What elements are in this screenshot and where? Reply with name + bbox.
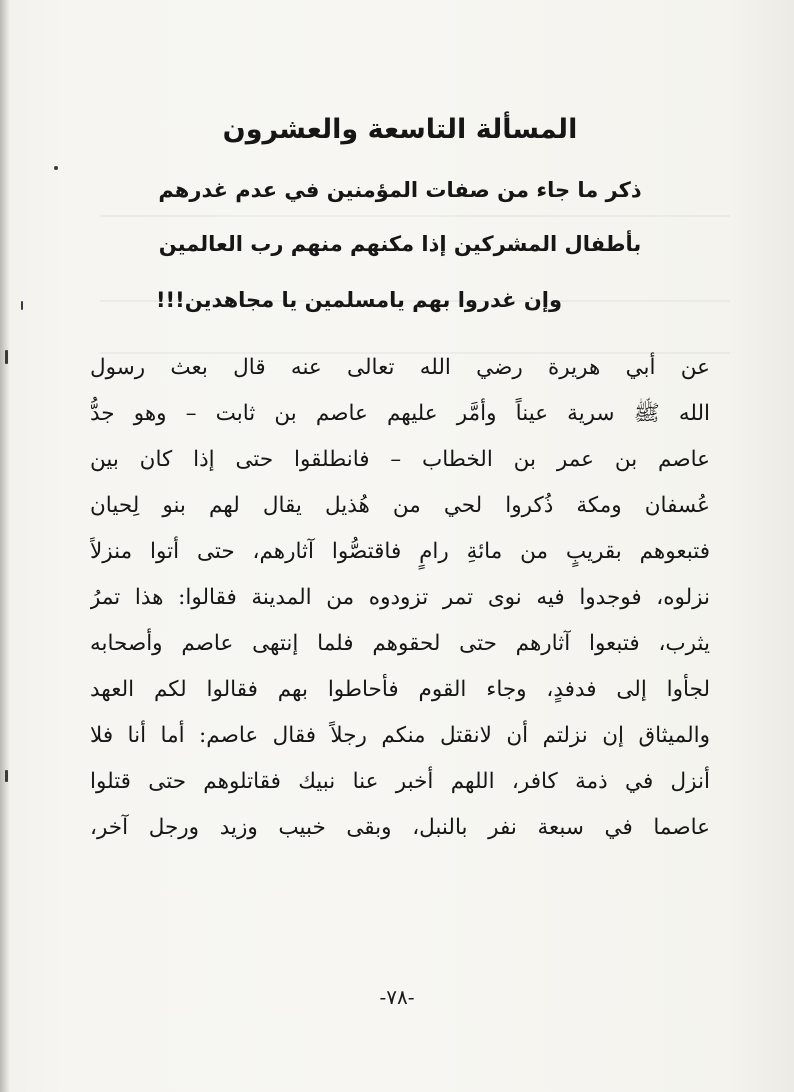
body-line: أنزل في ذمة كافر، اللهم أخبر عنا نبيك فقاتلوهم حتى قتلوا	[90, 769, 710, 794]
subtitle-line: وإن غدروا بهم يامسلمين يا مجاهدين!!!	[155, 288, 562, 312]
body-line: نزلوه، فوجدوا فيه نوى تمر تزودوه من المدينة فقالوا: هذا تمرُ	[90, 585, 710, 610]
body-line: عاصم بن عمر بن الخطاب – فانطلقوا حتى إذا كان بين	[90, 447, 710, 472]
body-line: فتبعوهم بقريبٍ من مائةِ رامٍ فاقتصُّوا آثارهم، حتى أتوا منزلاً	[90, 539, 710, 564]
chapter-title: المسألة التاسعة والعشرون	[222, 114, 578, 145]
body-text	[90, 345, 710, 851]
body-line: عن أبي هريرة رضي الله تعالى عنه قال بعث رسول	[90, 355, 710, 380]
body-line: والميثاق إن نزلتم أن لانقتل منكم رجلاً فقال عاصم: أما أنا فلا	[90, 723, 710, 748]
body-line: يثرب، فتبعوا آثارهم حتى لحقوهم فلما إنتهى عاصم وأصحابه	[90, 631, 710, 656]
scan-speck	[21, 301, 23, 310]
subtitle-line: ذكر ما جاء من صفات المؤمنين في عدم غدرهم	[158, 178, 642, 202]
body-line: الله ﷺ سرية عيناً وأمَّر عليهم عاصم بن ثابت – وهو جدُّ	[90, 401, 710, 426]
body-line: لجأوا إلى فدفدٍ، وجاء القوم فأحاطوا بهم فقالوا لكم العهد	[90, 677, 710, 702]
scan-speck	[5, 770, 8, 782]
scan-speck	[54, 166, 58, 170]
page-content	[90, 105, 710, 851]
page-edge	[0, 0, 10, 1092]
subtitle-line: بأطفال المشركين إذا مكنهم منهم رب العالمين	[158, 232, 642, 256]
body-line: عاصما في سبعة نفر بالنبل، وبقى خبيب وزيد ورجل آخر،	[90, 815, 710, 840]
scan-speck	[5, 350, 8, 364]
page-number: -٧٨-	[379, 985, 415, 1009]
body-line: عُسفان ومكة ذُكروا لحي من هُذيل يقال لهم بنو لِحيان	[90, 493, 710, 518]
